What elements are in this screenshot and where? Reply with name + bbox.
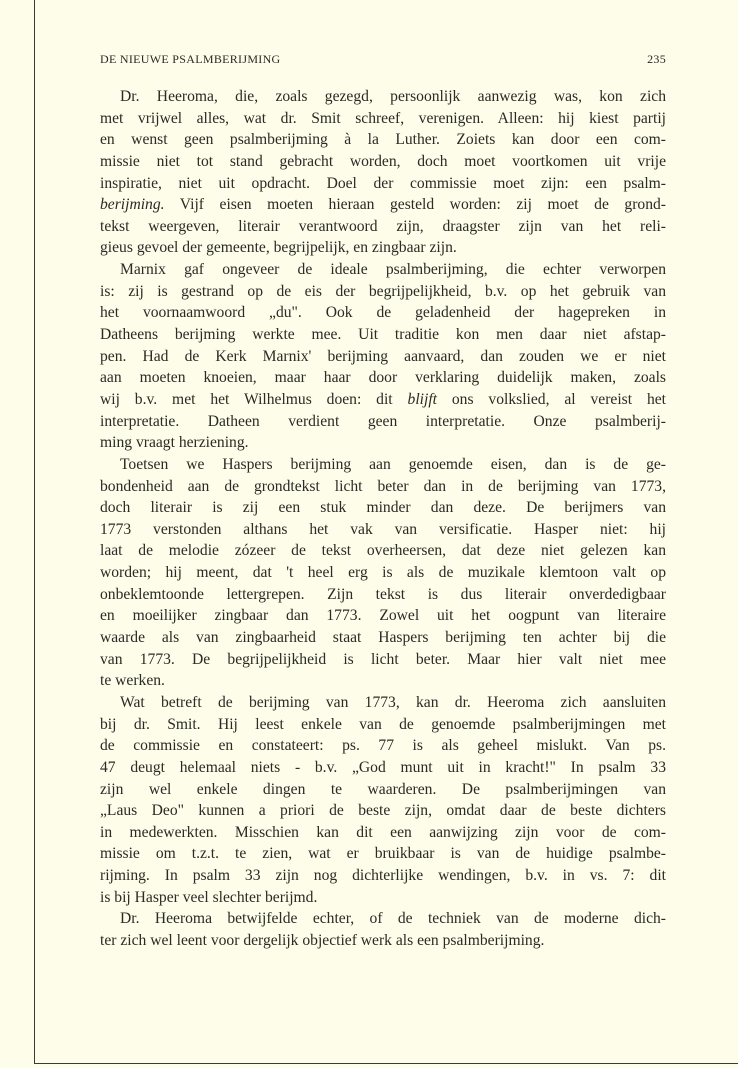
italic-text: blijft: [407, 390, 437, 408]
text-line: ter zich wel leent voor dergelijk objectief werk als een psalmberijming.: [100, 931, 545, 949]
text-line: is bij Hasper veel slechter berijmd.: [100, 888, 318, 906]
text-line: missie om t.z.t. te zien, wat er bruikbaar is van de huidige psalmbe-: [100, 845, 666, 863]
text-line: Toetsen we Haspers berijming aan genoemde eisen, dan is de ge-: [120, 455, 666, 473]
text-line: worden; hij meent, dat 't heel erg is als de muzikale klemtoon valt op: [100, 564, 666, 582]
text-line: is: zij is gestrand op de eis der begrijpelijkheid, b.v. op het gebruik van: [100, 282, 666, 300]
paragraph: [100, 454, 666, 692]
text-line: Dr. Heeroma betwijfelde echter, of de techniek van de moderne dich-: [120, 910, 666, 928]
text-line: Datheens berijming werkte mee. Uit traditie kon men daar niet afstap-: [100, 326, 666, 344]
body-text: [100, 86, 666, 952]
text-line: „Laus Deo" kunnen a priori de beste zijn, omdat daar de beste dichters: [100, 802, 666, 820]
paragraph: [100, 908, 666, 951]
text-line: interpretatie. Datheen verdient geen interpretatie. Onze psalmberij-: [100, 412, 666, 430]
text-line: van 1773. De begrijpelijkheid is licht beter. Maar hier valt niet mee: [100, 650, 666, 668]
text-line: bij dr. Smit. Hij leest enkele van de genoemde psalmberijmingen met: [100, 715, 666, 733]
text-line: doch literair is zij een stuk minder dan deze. De berijmers van: [100, 499, 666, 517]
text-line: in medewerkten. Misschien kan dit een aanwijzing zijn voor de com-: [100, 823, 666, 841]
text-line: de commissie en constateert: ps. 77 is als geheel mislukt. Van ps.: [100, 737, 666, 755]
page-edge-bottom: [34, 1063, 738, 1064]
text-line: rijming. In psalm 33 zijn nog dichterlijke wendingen, b.v. in vs. 7: dit: [100, 867, 666, 885]
text-line: 1773 verstonden althans het vak van versificatie. Hasper niet: hij: [100, 520, 666, 538]
page-edge-left: [34, 0, 35, 1064]
text-line: ming vraagt herziening.: [100, 434, 249, 452]
text-line: inspiratie, niet uit opdracht. Doel der commissie moet zijn: een psalm-: [100, 174, 666, 192]
text-line: 47 deugt helemaal niets - b.v. „God munt uit in kracht!" In psalm 33: [100, 758, 666, 776]
running-title: DE NIEUWE PSALMBERIJMING: [100, 52, 281, 66]
text-line: tekst weergeven, literair verantwoord zijn, draagster zijn van het reli-: [100, 217, 666, 235]
text-line: pen. Had de Kerk Marnix' berijming aanvaard, dan zouden we er niet: [100, 347, 666, 365]
text-line: en moeilijker zingbaar dan 1773. Zowel uit het oogpunt van literaire: [100, 607, 666, 625]
text-line: met vrijwel alles, wat dr. Smit schreef, verenigen. Alleen: hij kiest partij: [100, 109, 666, 127]
paragraph: [100, 86, 666, 259]
text-line: Dr. Heeroma, die, zoals gezegd, persoonlijk aanwezig was, kon zich: [120, 88, 666, 105]
text-line: waarde als van zingbaarheid staat Haspers berijming ten achter bij die: [100, 629, 666, 647]
page-number: 235: [647, 52, 666, 66]
text-line: gieus gevoel der gemeente, begrijpelijk, en zingbaar zijn.: [100, 239, 457, 257]
text-line: laat de melodie zózeer de tekst overheersen, dat deze niet gelezen kan: [100, 542, 666, 560]
text-line: aan moeten knoeien, maar haar door verklaring duidelijk maken, zoals: [100, 369, 666, 387]
text-line: onbeklemtoonde lettergrepen. Zijn tekst is dus literair onverdedigbaar: [100, 585, 666, 603]
text-span: wij b.v. met het Wilhelmus doen: dit: [100, 390, 408, 408]
text-line: [100, 389, 666, 411]
paragraph: [100, 259, 666, 454]
text-line: missie niet tot stand gebracht worden, doch moet voortkomen uit vrije: [100, 152, 666, 170]
text-line: het voornaamwoord „du". Ook de geladenheid der hagepreken in: [100, 304, 666, 322]
text-line: te werken.: [100, 672, 165, 690]
text-line: [100, 194, 666, 216]
text-span: Vijf eisen moeten hieraan gesteld worden: zij moet de grond-: [164, 196, 666, 214]
text-line: bondenheid aan de grondtekst licht beter dan in de berijming van 1773,: [100, 477, 666, 495]
text-line: en wenst geen psalmberijming à la Luther. Zoiets kan door een com-: [100, 131, 666, 149]
text-line: Wat betreft de berijming van 1773, kan dr. Heeroma zich aansluiten: [120, 693, 666, 711]
running-header: [100, 52, 666, 67]
text-span: ons volkslied, al vereist het: [437, 390, 666, 408]
italic-text: berijming.: [100, 196, 165, 214]
text-line: Marnix gaf ongeveer de ideale psalmberijming, die echter verworpen: [120, 261, 666, 279]
text-line: zijn wel enkele dingen te waarderen. De psalmberijmingen van: [100, 780, 666, 798]
paragraph: [100, 692, 666, 908]
